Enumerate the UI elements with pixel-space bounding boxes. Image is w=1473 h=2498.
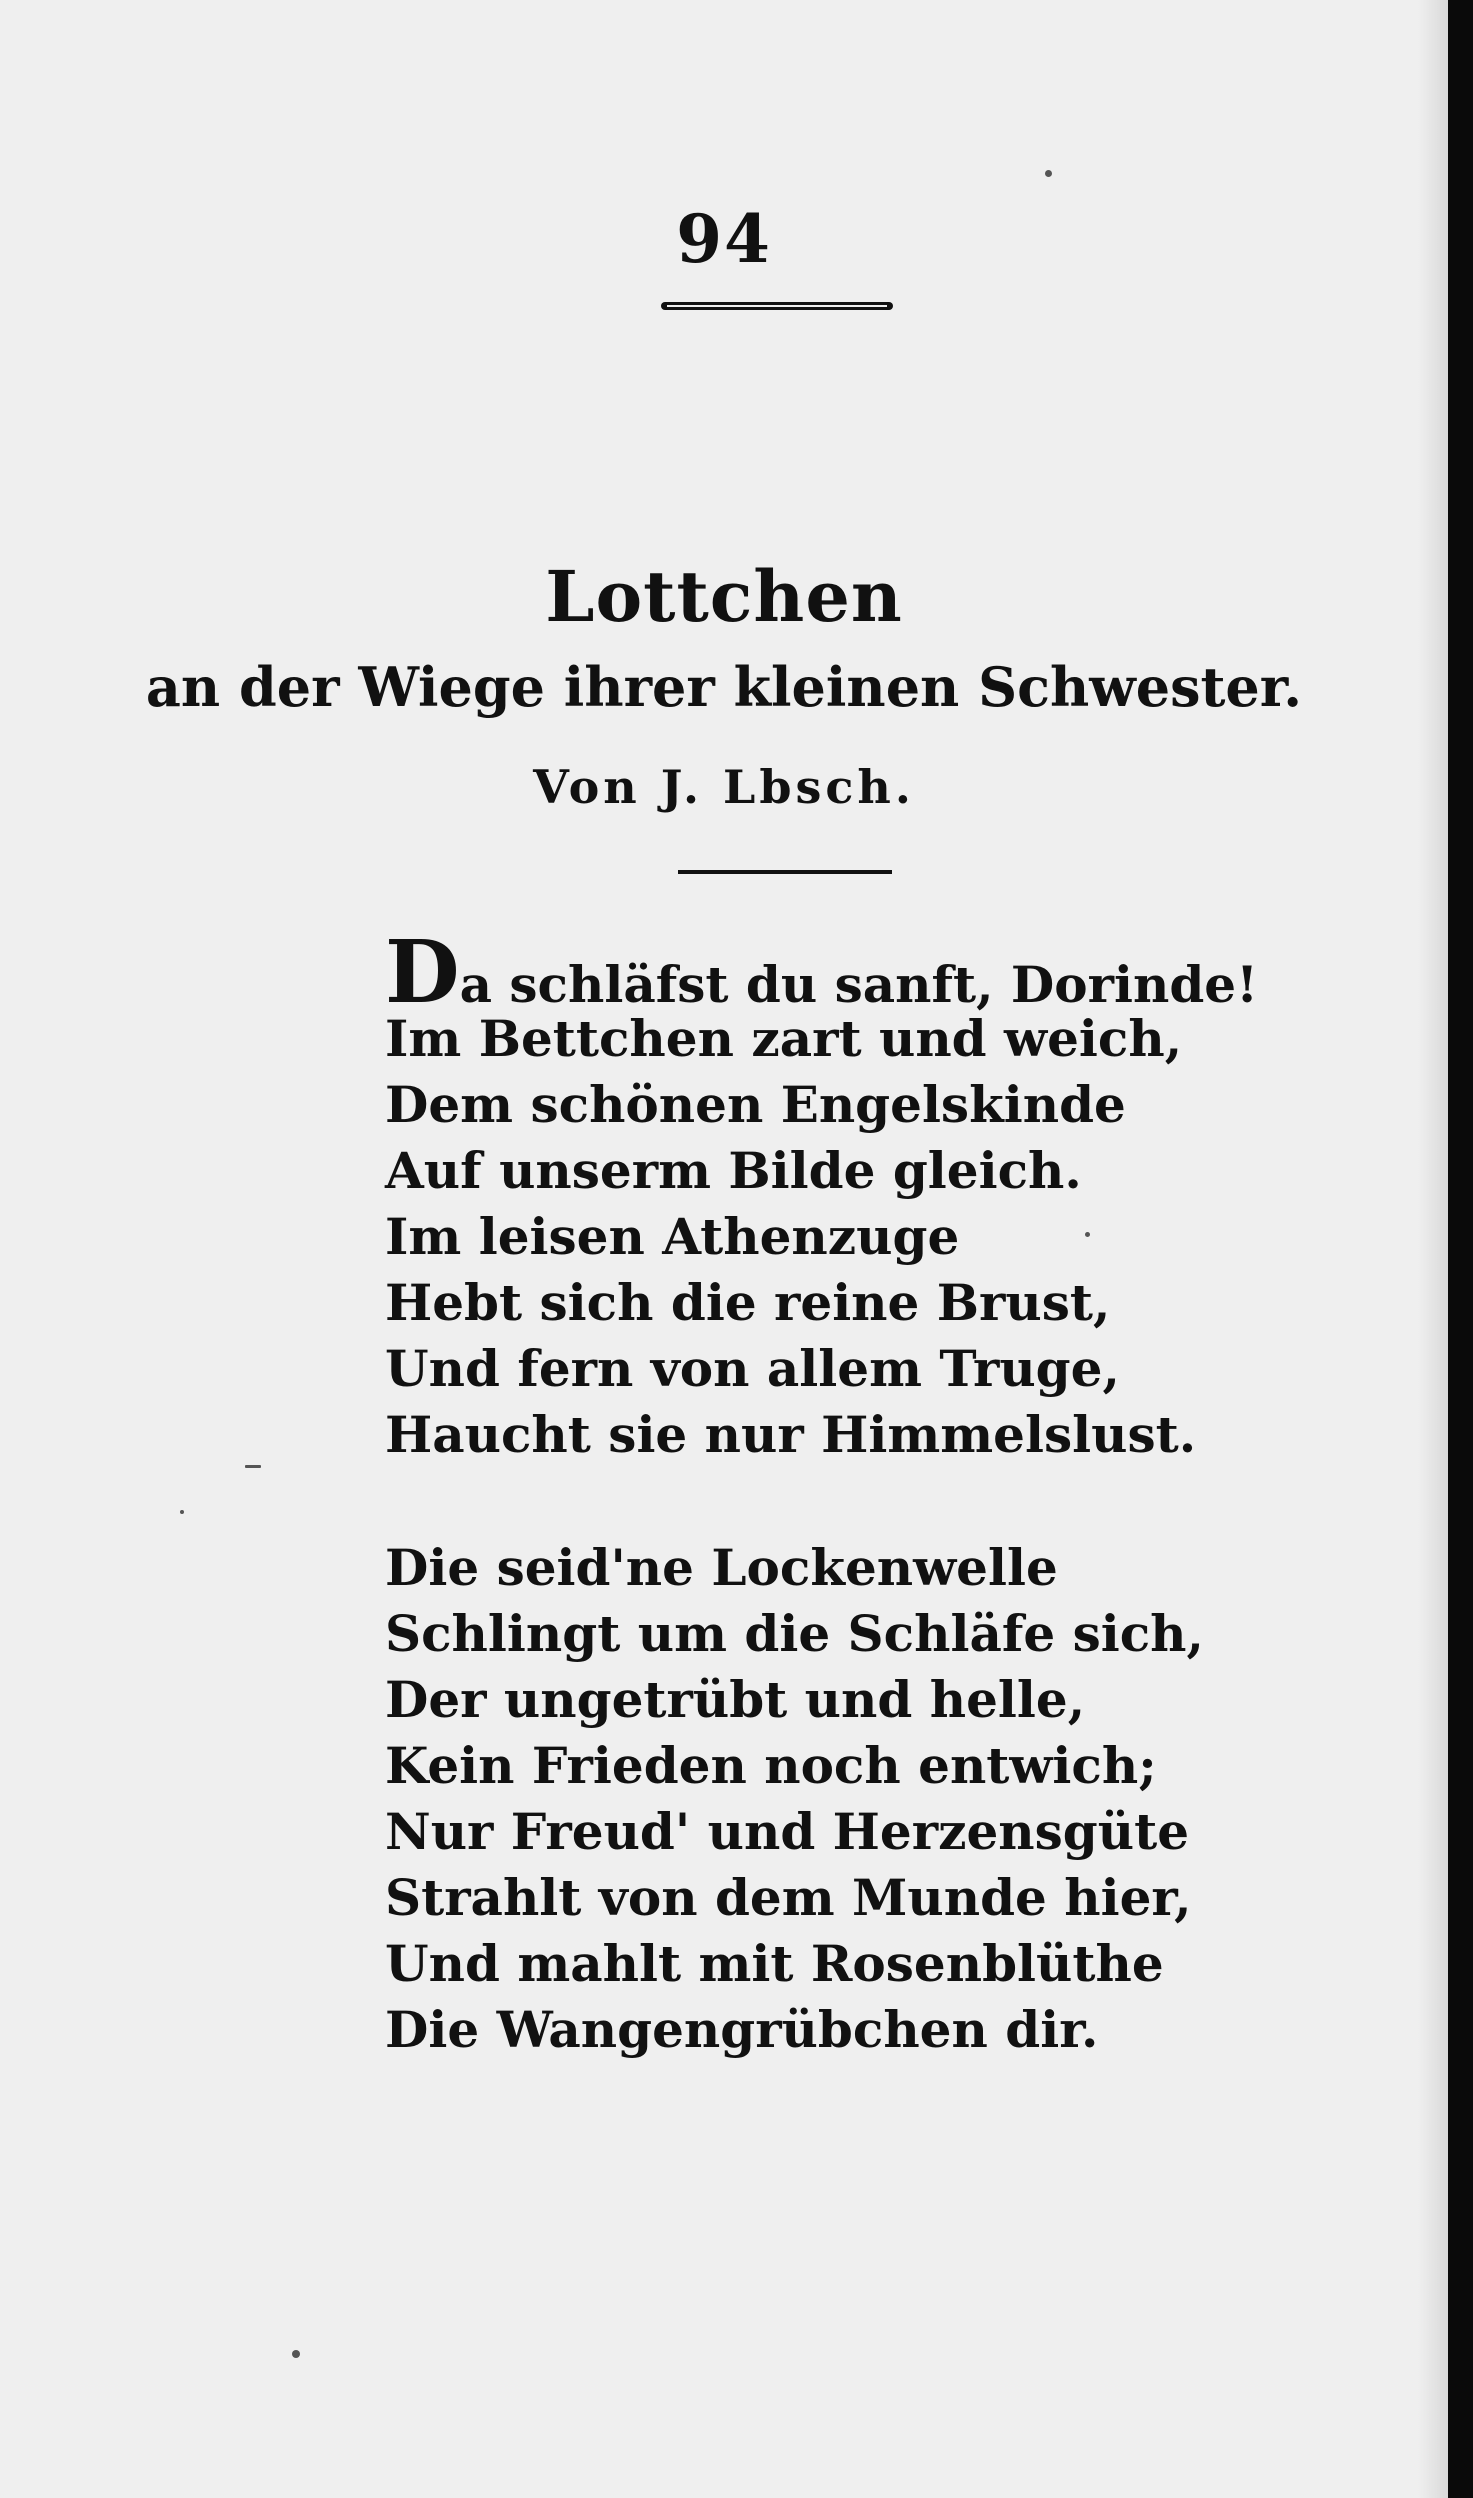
page-number: 94 — [676, 200, 772, 278]
paper-speck — [245, 1465, 261, 1468]
paper-speck — [1085, 1232, 1090, 1237]
poem-subtitle: an der Wiege ihrer kleinen Schwester. — [145, 655, 1303, 719]
poem-line: Und fern von allem Truge, — [385, 1339, 1120, 1398]
poem-title: Lottchen — [545, 555, 903, 638]
stanza-2 — [385, 1535, 1385, 2063]
poem-line: Die Wangengrübchen dir. — [385, 2000, 1099, 2059]
page-edge-shadow — [1418, 0, 1448, 2498]
poem-line: Kein Frieden noch entwich; — [385, 1736, 1157, 1795]
poem-line: Strahlt von dem Munde hier, — [385, 1868, 1192, 1927]
poem-line: Und mahlt mit Rosenblüthe — [385, 1934, 1164, 1993]
poem-author: Von J. Lbsch. — [533, 760, 915, 814]
poem-line-text: a schläfst du sanft, Dorinde! — [459, 955, 1259, 1014]
paper-speck — [1045, 170, 1052, 177]
stanza-1 — [385, 922, 1385, 1468]
poem-line: Haucht sie nur Himmelslust. — [385, 1405, 1197, 1464]
poem-line: Hebt sich die reine Brust, — [385, 1273, 1111, 1332]
paper-speck — [292, 2350, 300, 2358]
paper-speck — [180, 1510, 184, 1514]
poem-line: Der ungetrübt und helle, — [385, 1670, 1086, 1729]
poem-line: Auf unserm Bilde gleich. — [385, 1141, 1082, 1200]
poem-line: Nur Freud' und Herzensgüte — [385, 1802, 1190, 1861]
header-rule — [661, 302, 893, 310]
poem-line: Schlingt um die Schläfe sich, — [385, 1604, 1204, 1663]
drop-cap: D — [385, 922, 460, 1023]
poem-line: Die seid'ne Lockenwelle — [385, 1538, 1058, 1597]
title-separator-rule — [678, 870, 892, 874]
poem-line: Im Bettchen zart und weich, — [385, 1009, 1183, 1068]
poem-line: Im leisen Athenzuge — [385, 1207, 960, 1266]
poem-line: Dem schönen Engelskinde — [385, 1075, 1126, 1134]
poem-line — [385, 922, 1385, 1023]
